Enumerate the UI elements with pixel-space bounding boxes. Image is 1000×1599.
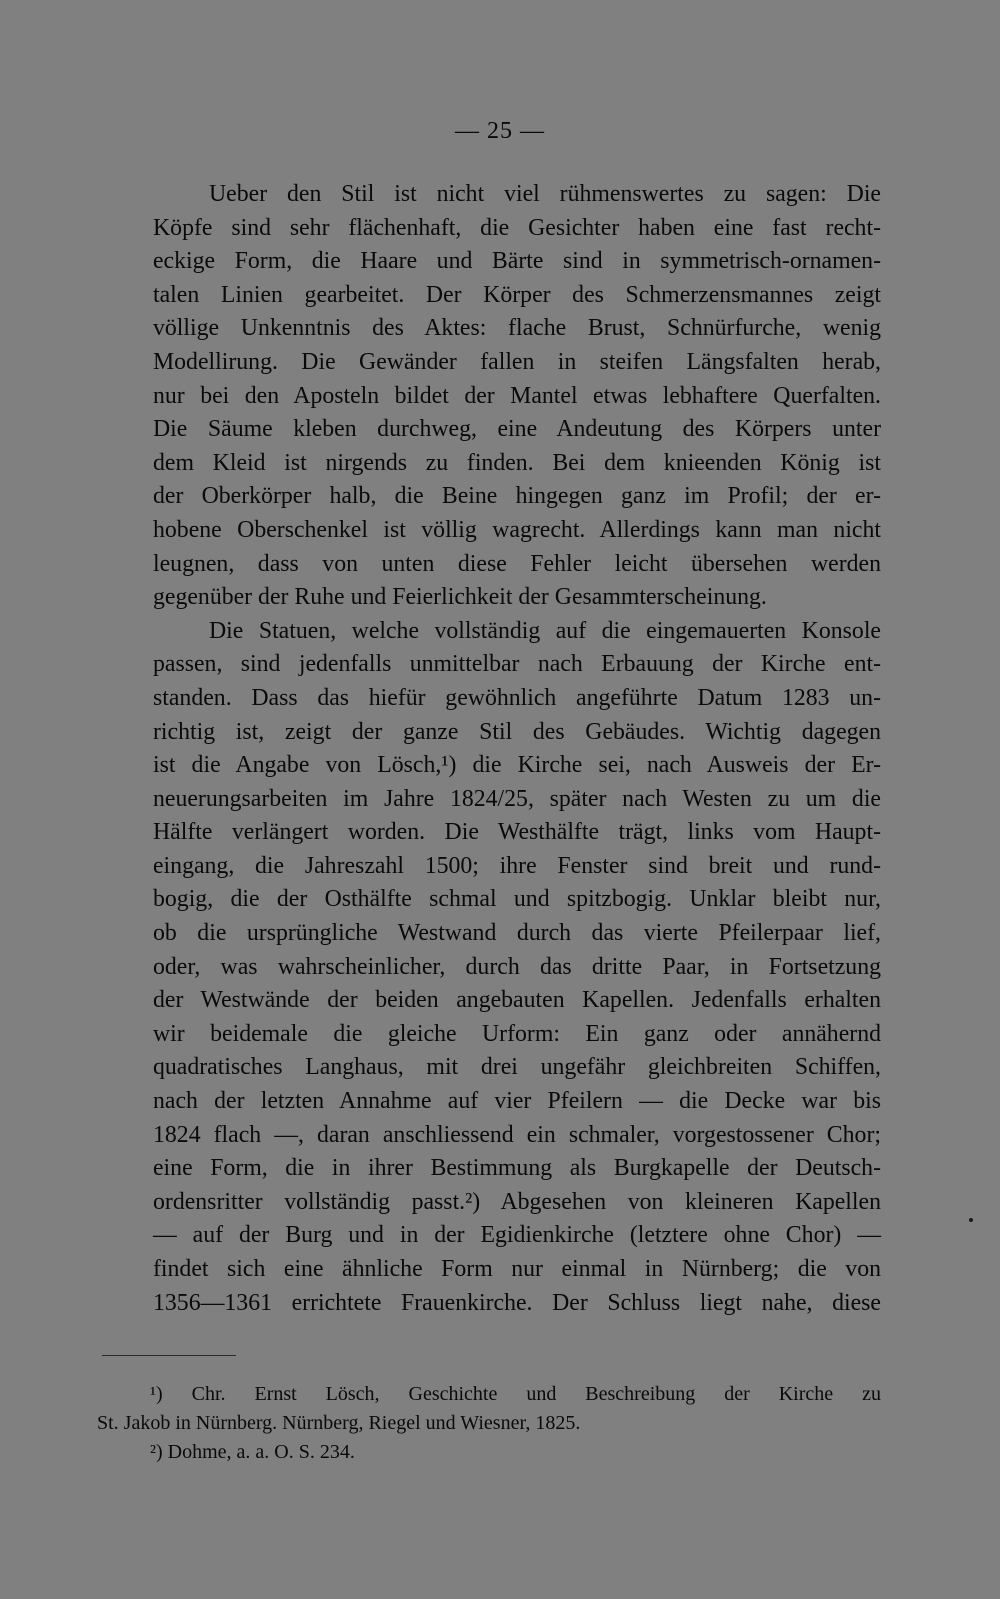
text-line: standen. Dass das hiefür gewöhnlich angeführte Datum 1283 un-	[153, 684, 881, 711]
text-line: talen Linien gearbeitet. Der Körper des Schmerzensmannes zeigt	[153, 281, 881, 308]
text-line: völlige Unkenntnis des Aktes: flache Brust, Schnürfurche, wenig	[153, 315, 881, 342]
text-line: hobene Oberschenkel ist völlig wagrecht. Allerdings kann man nicht	[153, 516, 881, 543]
text-line: 1824 flach —, daran anschliessend ein schmaler, vorgestossener Chor;	[153, 1121, 881, 1148]
text-line: eckige Form, die Haare und Bärte sind in symmetrisch-ornamen-	[153, 248, 881, 275]
text-line: bogig, die der Osthälfte schmal und spitzbogig. Unklar bleibt nur,	[153, 886, 881, 913]
text-line: — auf der Burg und in der Egidienkirche (letztere ohne Chor) —	[153, 1222, 881, 1249]
paragraph-1	[97, 178, 881, 615]
text-line: passen, sind jedenfalls unmittelbar nach Erbauung der Kirche ent-	[153, 651, 881, 678]
margin-dot	[969, 1218, 973, 1222]
page-number: — 25 —	[455, 118, 545, 144]
footnote-1-line: St. Jakob in Nürnberg. Nürnberg, Riegel und Wiesner, 1825.	[97, 1412, 581, 1434]
text-line: der Oberkörper halb, die Beine hingegen ganz im Profil; der er-	[153, 483, 881, 510]
body-text	[97, 178, 881, 1320]
text-line: neuerungsarbeiten im Jahre 1824/25, später nach Westen zu um die	[153, 785, 881, 812]
text-line: dem Kleid ist nirgends zu finden. Bei dem knieenden König ist	[153, 449, 881, 476]
text-line: Die Säume kleben durchweg, eine Andeutung des Körpers unter	[153, 416, 881, 443]
text-line: Modellirung. Die Gewänder fallen in steifen Längsfalten herab,	[153, 348, 881, 375]
text-line: Hälfte verlängert worden. Die Westhälfte trägt, links vom Haupt-	[153, 819, 881, 846]
text-line: Die Statuen, welche vollständig auf die eingemauerten Konsole	[209, 617, 881, 644]
footnote-1-line: ¹) Chr. Ernst Lösch, Geschichte und Beschreibung der Kirche zu	[150, 1383, 881, 1405]
text-line: 1356—1361 errichtete Frauenkirche. Der Schluss liegt nahe, diese	[153, 1289, 881, 1316]
text-line: eingang, die Jahreszahl 1500; ihre Fenster sind breit und rund-	[153, 852, 881, 879]
footnotes	[97, 1380, 881, 1467]
text-line: wir beidemale die gleiche Urform: Ein ganz oder annähernd	[153, 1020, 881, 1047]
text-line: richtig ist, zeigt der ganze Stil des Gebäudes. Wichtig dagegen	[153, 718, 881, 745]
text-line: oder, was wahrscheinlicher, durch das dritte Paar, in Fortsetzung	[153, 953, 881, 980]
text-line: leugnen, dass von unten diese Fehler leicht übersehen werden	[153, 550, 881, 577]
text-line: ist die Angabe von Lösch,¹) die Kirche sei, nach Ausweis der Er-	[153, 752, 881, 779]
text-line: eine Form, die in ihrer Bestimmung als Burgkapelle der Deutsch-	[153, 1155, 881, 1182]
text-line: Köpfe sind sehr flächenhaft, die Gesichter haben eine fast recht-	[153, 214, 881, 241]
text-line: gegenüber der Ruhe und Feierlichkeit der Gesammterscheinung.	[153, 584, 767, 611]
text-line: ob die ursprüngliche Westwand durch das vierte Pfeilerpaar lief,	[153, 920, 881, 947]
text-line: quadratisches Langhaus, mit drei ungefähr gleichbreiten Schiffen,	[153, 1054, 881, 1081]
text-line: findet sich eine ähnliche Form nur einmal in Nürnberg; die von	[153, 1256, 881, 1282]
text-line: Ueber den Stil ist nicht viel rühmenswertes zu sagen: Die	[209, 181, 881, 207]
paragraph-2	[97, 615, 881, 1320]
text-line: nur bei den Aposteln bildet der Mantel etwas lebhaftere Querfalten.	[153, 382, 881, 409]
text-line: ordensritter vollständig passt.²) Abgesehen von kleineren Kapellen	[153, 1188, 881, 1215]
footnote-divider	[102, 1355, 236, 1356]
text-line: nach der letzten Annahme auf vier Pfeilern — die Decke war bis	[153, 1088, 881, 1115]
text-line: der Westwände der beiden angebauten Kapellen. Jedenfalls erhalten	[153, 987, 881, 1014]
footnote-2-line: ²) Dohme, a. a. O. S. 234.	[150, 1441, 355, 1463]
